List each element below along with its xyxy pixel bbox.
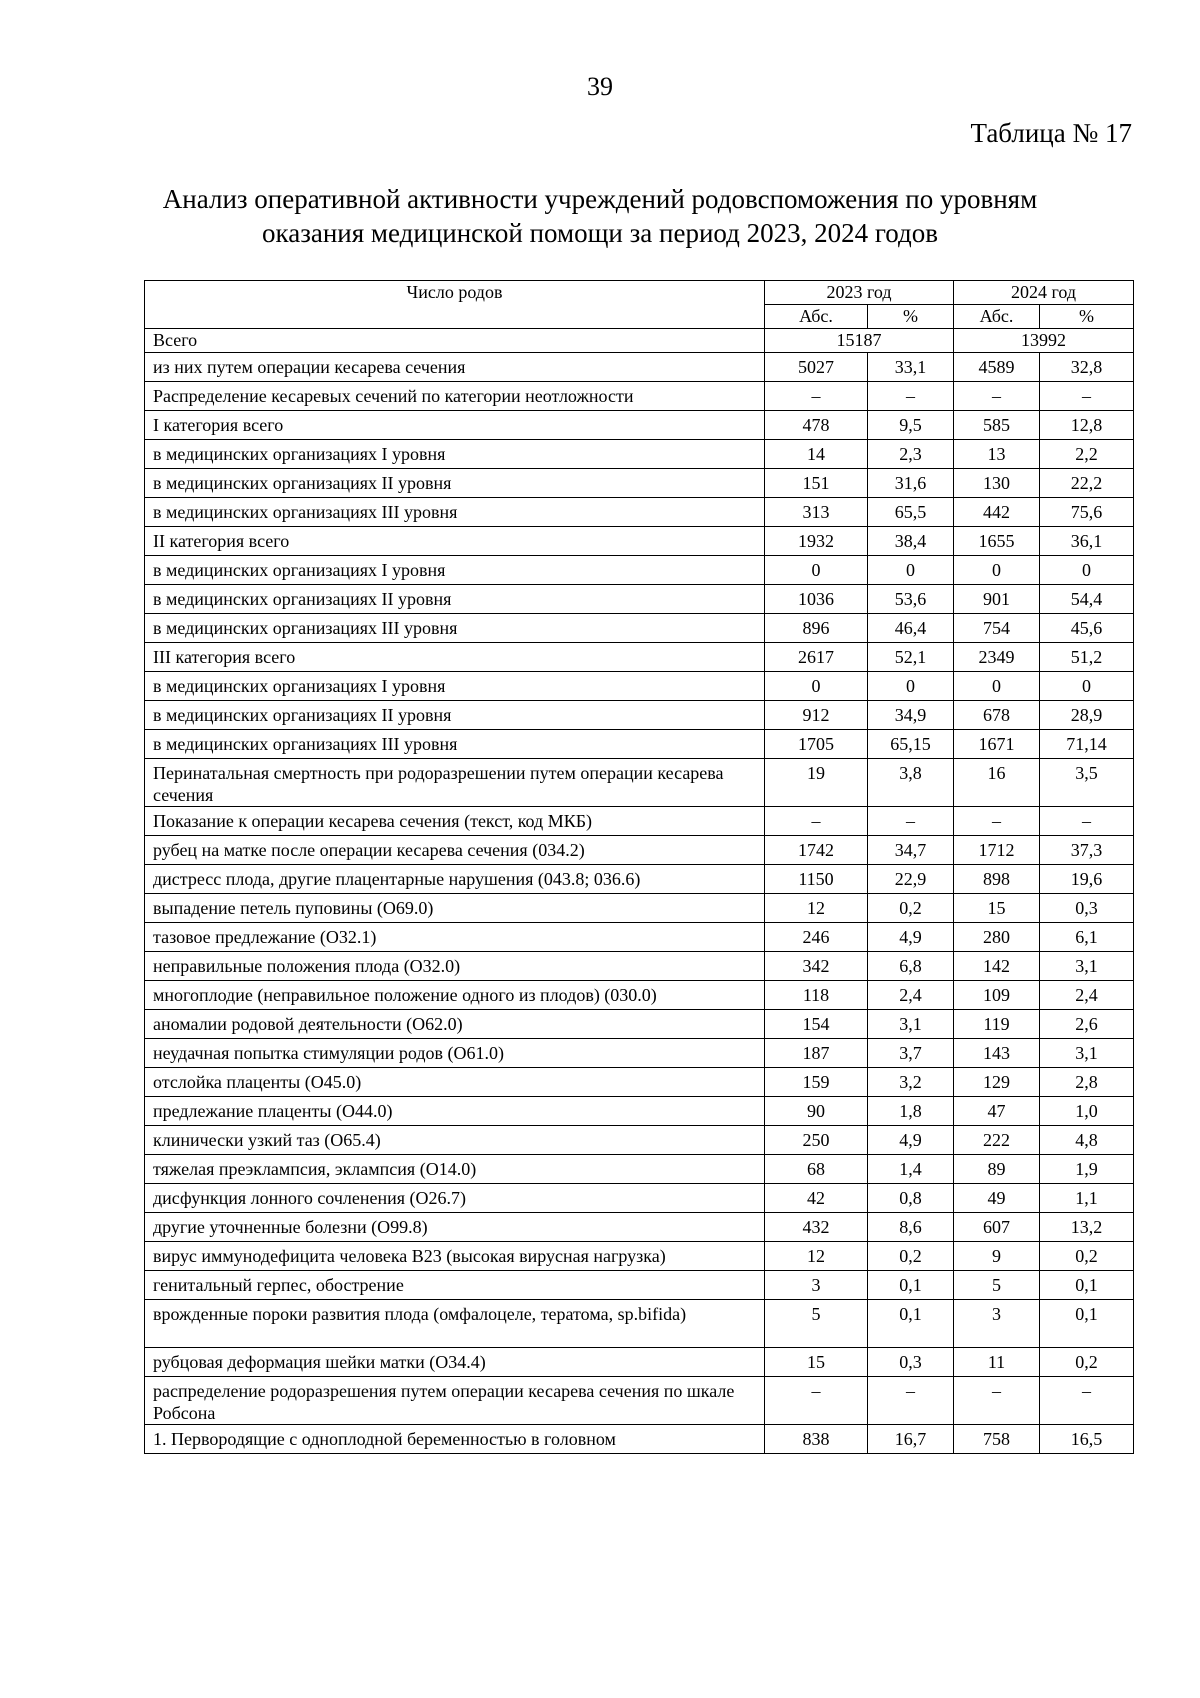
pct-2023: 4,9 — [868, 1126, 954, 1155]
abs-2024: 9 — [954, 1242, 1040, 1271]
abs-2024: 0 — [954, 672, 1040, 701]
row-label: тазовое предлежание (О32.1) — [145, 923, 765, 952]
pct-2023: 0,2 — [868, 894, 954, 923]
pct-2024: 0,1 — [1040, 1271, 1134, 1300]
table-row — [145, 411, 1134, 440]
header-row-years — [145, 281, 1134, 305]
abs-2023: – — [765, 807, 868, 836]
pct-2023: 9,5 — [868, 411, 954, 440]
pct-2023: 1,4 — [868, 1155, 954, 1184]
row-label: выпадение петель пуповины (О69.0) — [145, 894, 765, 923]
abs-2023: – — [765, 1377, 868, 1425]
table-row — [145, 672, 1134, 701]
abs-2023: 19 — [765, 759, 868, 807]
pct-2024: 32,8 — [1040, 353, 1134, 382]
table-row — [145, 556, 1134, 585]
pct-2023: 1,8 — [868, 1097, 954, 1126]
abs-2023: 5027 — [765, 353, 868, 382]
row-label: отслойка плаценты (О45.0) — [145, 1068, 765, 1097]
pct-2024: 2,2 — [1040, 440, 1134, 469]
pct-2024: 75,6 — [1040, 498, 1134, 527]
row-label: другие уточненные болезни (О99.8) — [145, 1213, 765, 1242]
table-row — [145, 981, 1134, 1010]
pct-2023: 0 — [868, 672, 954, 701]
pct-2024: 0 — [1040, 672, 1134, 701]
table-row — [145, 1425, 1134, 1454]
abs-2024: – — [954, 807, 1040, 836]
abs-2024: 129 — [954, 1068, 1040, 1097]
pct-2024: 51,2 — [1040, 643, 1134, 672]
abs-2023: 12 — [765, 1242, 868, 1271]
row-label: II категория всего — [145, 527, 765, 556]
table-row — [145, 1348, 1134, 1377]
table-row — [145, 1068, 1134, 1097]
pct-2024: – — [1040, 807, 1134, 836]
abs-2024: 49 — [954, 1184, 1040, 1213]
document-title — [100, 182, 1100, 250]
pct-2023: 34,9 — [868, 701, 954, 730]
pct-2024: – — [1040, 1377, 1134, 1425]
table-number: Таблица № 17 — [970, 118, 1132, 148]
pct-2024: 19,6 — [1040, 865, 1134, 894]
abs-2024: – — [954, 1377, 1040, 1425]
pct-2023: 16,7 — [868, 1425, 954, 1454]
abs-2023: 896 — [765, 614, 868, 643]
abs-2024: 678 — [954, 701, 1040, 730]
table-row — [145, 701, 1134, 730]
row-label: Показание к операции кесарева сечения (текст, код МКБ) — [145, 807, 765, 836]
header-abs-2023: Абс. — [765, 305, 868, 329]
abs-2023: 1932 — [765, 527, 868, 556]
abs-2023: 838 — [765, 1425, 868, 1454]
abs-2023: 15 — [765, 1348, 868, 1377]
pct-2023: 33,1 — [868, 353, 954, 382]
pct-2023: 6,8 — [868, 952, 954, 981]
pct-2024: 6,1 — [1040, 923, 1134, 952]
row-label: аномалии родовой деятельности (О62.0) — [145, 1010, 765, 1039]
header-abs-2024: Абс. — [954, 305, 1040, 329]
abs-2024: 142 — [954, 952, 1040, 981]
abs-2023: 90 — [765, 1097, 868, 1126]
pct-2023: 65,5 — [868, 498, 954, 527]
row-label: в медицинских организациях II уровня — [145, 469, 765, 498]
abs-2023: 250 — [765, 1126, 868, 1155]
pct-2023: 52,1 — [868, 643, 954, 672]
table-row — [145, 527, 1134, 556]
table-row — [145, 1010, 1134, 1039]
row-label: вирус иммунодефицита человека В23 (высокая вирусная нагрузка) — [145, 1242, 765, 1271]
abs-2023: 1150 — [765, 865, 868, 894]
pct-2024: 36,1 — [1040, 527, 1134, 556]
abs-2023: 5 — [765, 1300, 868, 1348]
abs-2024: 143 — [954, 1039, 1040, 1068]
pct-2024: 13,2 — [1040, 1213, 1134, 1242]
pct-2023: 34,7 — [868, 836, 954, 865]
table-row — [145, 865, 1134, 894]
abs-2024: 3 — [954, 1300, 1040, 1348]
abs-2024: 47 — [954, 1097, 1040, 1126]
pct-2023: 3,7 — [868, 1039, 954, 1068]
abs-2024: 585 — [954, 411, 1040, 440]
total-2024: 13992 — [954, 329, 1134, 353]
table-row — [145, 894, 1134, 923]
table-row — [145, 759, 1134, 807]
table-row — [145, 1039, 1134, 1068]
abs-2023: 3 — [765, 1271, 868, 1300]
pct-2024: 1,0 — [1040, 1097, 1134, 1126]
table-row — [145, 923, 1134, 952]
pct-2023: 3,1 — [868, 1010, 954, 1039]
pct-2024: 16,5 — [1040, 1425, 1134, 1454]
pct-2024: 0,2 — [1040, 1242, 1134, 1271]
table-row — [145, 1242, 1134, 1271]
abs-2024: 119 — [954, 1010, 1040, 1039]
row-label: в медицинских организациях I уровня — [145, 556, 765, 585]
pct-2023: 65,15 — [868, 730, 954, 759]
row-label: Перинатальная смертность при родоразрешении путем операции кесарева сечения — [145, 759, 765, 807]
pct-2023: 2,3 — [868, 440, 954, 469]
pct-2024: 1,1 — [1040, 1184, 1134, 1213]
page-number: 39 — [587, 72, 613, 101]
abs-2023: 42 — [765, 1184, 868, 1213]
pct-2024: 22,2 — [1040, 469, 1134, 498]
abs-2024: 16 — [954, 759, 1040, 807]
pct-2024: 3,5 — [1040, 759, 1134, 807]
pct-2023: 0 — [868, 556, 954, 585]
row-label: тяжелая преэклампсия, эклампсия (О14.0) — [145, 1155, 765, 1184]
row-label: в медицинских организациях II уровня — [145, 701, 765, 730]
pct-2024: 28,9 — [1040, 701, 1134, 730]
pct-2024: 12,8 — [1040, 411, 1134, 440]
abs-2024: 758 — [954, 1425, 1040, 1454]
abs-2024: 901 — [954, 585, 1040, 614]
abs-2024: 11 — [954, 1348, 1040, 1377]
abs-2023: 151 — [765, 469, 868, 498]
abs-2023: 313 — [765, 498, 868, 527]
pct-2023: 3,2 — [868, 1068, 954, 1097]
pct-2023: – — [868, 1377, 954, 1425]
header-2023: 2023 год — [765, 281, 954, 305]
row-label: III категория всего — [145, 643, 765, 672]
abs-2024: 15 — [954, 894, 1040, 923]
pct-2024: – — [1040, 382, 1134, 411]
pct-2024: 3,1 — [1040, 1039, 1134, 1068]
pct-2024: 1,9 — [1040, 1155, 1134, 1184]
abs-2023: 68 — [765, 1155, 868, 1184]
row-label: многоплодие (неправильное положение одного из плодов) (030.0) — [145, 981, 765, 1010]
header-2024: 2024 год — [954, 281, 1134, 305]
table-row — [145, 807, 1134, 836]
abs-2024: 2349 — [954, 643, 1040, 672]
table-row — [145, 498, 1134, 527]
pct-2023: 53,6 — [868, 585, 954, 614]
table-row — [145, 1271, 1134, 1300]
row-label: I категория всего — [145, 411, 765, 440]
abs-2023: 912 — [765, 701, 868, 730]
abs-2023: 14 — [765, 440, 868, 469]
abs-2023: 0 — [765, 672, 868, 701]
row-label: в медицинских организациях I уровня — [145, 672, 765, 701]
abs-2024: 5 — [954, 1271, 1040, 1300]
table-row — [145, 1377, 1134, 1425]
table-row — [145, 382, 1134, 411]
table-row — [145, 585, 1134, 614]
row-label: в медицинских организациях III уровня — [145, 614, 765, 643]
row-label: в медицинских организациях I уровня — [145, 440, 765, 469]
abs-2023: 246 — [765, 923, 868, 952]
pct-2023: 2,4 — [868, 981, 954, 1010]
table-row — [145, 353, 1134, 382]
row-label: дисфункция лонного сочленения (О26.7) — [145, 1184, 765, 1213]
pct-2023: 31,6 — [868, 469, 954, 498]
table-row — [145, 1213, 1134, 1242]
row-label: генитальный герпес, обострение — [145, 1271, 765, 1300]
pct-2024: 0,1 — [1040, 1300, 1134, 1348]
pct-2023: 8,6 — [868, 1213, 954, 1242]
abs-2023: 12 — [765, 894, 868, 923]
table-row — [145, 1126, 1134, 1155]
table-row — [145, 730, 1134, 759]
abs-2024: 109 — [954, 981, 1040, 1010]
abs-2024: 13 — [954, 440, 1040, 469]
row-label: врожденные пороки развития плода (омфалоцеле, тератома, sp.bifida) — [145, 1300, 765, 1348]
abs-2023: 1036 — [765, 585, 868, 614]
abs-2023: – — [765, 382, 868, 411]
table-row — [145, 1155, 1134, 1184]
abs-2024: 130 — [954, 469, 1040, 498]
row-label: в медицинских организациях III уровня — [145, 730, 765, 759]
title-line: оказания медицинской помощи за период 2023, 2024 годов — [262, 218, 938, 248]
abs-2023: 187 — [765, 1039, 868, 1068]
pct-2023: 0,3 — [868, 1348, 954, 1377]
total-row — [145, 329, 1134, 353]
table-row — [145, 1184, 1134, 1213]
abs-2024: 0 — [954, 556, 1040, 585]
abs-2024: 898 — [954, 865, 1040, 894]
pct-2024: 0,2 — [1040, 1348, 1134, 1377]
abs-2023: 118 — [765, 981, 868, 1010]
pct-2023: 0,2 — [868, 1242, 954, 1271]
table-row — [145, 1097, 1134, 1126]
pct-2023: 0,8 — [868, 1184, 954, 1213]
header-pct-2023: % — [868, 305, 954, 329]
row-label: распределение родоразрешения путем операции кесарева сечения по шкале Робсона — [145, 1377, 765, 1425]
row-label: предлежание плаценты (О44.0) — [145, 1097, 765, 1126]
header-births-label: Число родов — [145, 281, 765, 329]
pct-2023: 38,4 — [868, 527, 954, 556]
abs-2023: 0 — [765, 556, 868, 585]
row-label: клинически узкий таз (О65.4) — [145, 1126, 765, 1155]
row-label: рубцовая деформация шейки матки (О34.4) — [145, 1348, 765, 1377]
row-label: Распределение кесаревых сечений по категории неотложности — [145, 382, 765, 411]
pct-2023: 3,8 — [868, 759, 954, 807]
pct-2023: 0,1 — [868, 1271, 954, 1300]
row-label: неправильные положения плода (О32.0) — [145, 952, 765, 981]
table-row — [145, 952, 1134, 981]
total-label: Всего — [145, 329, 765, 353]
abs-2024: 89 — [954, 1155, 1040, 1184]
abs-2023: 2617 — [765, 643, 868, 672]
pct-2023: 46,4 — [868, 614, 954, 643]
row-label: рубец на матке после операции кесарева сечения (034.2) — [145, 836, 765, 865]
pct-2024: 2,4 — [1040, 981, 1134, 1010]
row-label: в медицинских организациях II уровня — [145, 585, 765, 614]
abs-2024: 442 — [954, 498, 1040, 527]
abs-2023: 478 — [765, 411, 868, 440]
abs-2024: 607 — [954, 1213, 1040, 1242]
row-label: 1. Первородящие с одноплодной беременностью в головном — [145, 1425, 765, 1454]
row-label: в медицинских организациях III уровня — [145, 498, 765, 527]
abs-2023: 342 — [765, 952, 868, 981]
pct-2023: – — [868, 807, 954, 836]
pct-2023: 4,9 — [868, 923, 954, 952]
abs-2024: 4589 — [954, 353, 1040, 382]
pct-2024: 4,8 — [1040, 1126, 1134, 1155]
table-row — [145, 440, 1134, 469]
abs-2024: – — [954, 382, 1040, 411]
pct-2024: 2,8 — [1040, 1068, 1134, 1097]
pct-2024: 71,14 — [1040, 730, 1134, 759]
pct-2024: 3,1 — [1040, 952, 1134, 981]
pct-2023: 22,9 — [868, 865, 954, 894]
abs-2024: 1671 — [954, 730, 1040, 759]
pct-2024: 0,3 — [1040, 894, 1134, 923]
abs-2024: 280 — [954, 923, 1040, 952]
total-2023: 15187 — [765, 329, 954, 353]
abs-2024: 1712 — [954, 836, 1040, 865]
pct-2024: 0 — [1040, 556, 1134, 585]
abs-2024: 1655 — [954, 527, 1040, 556]
abs-2023: 1705 — [765, 730, 868, 759]
pct-2024: 2,6 — [1040, 1010, 1134, 1039]
row-label: дистресс плода, другие плацентарные нарушения (043.8; 036.6) — [145, 865, 765, 894]
title-line: Анализ оперативной активности учреждений родовспоможения по уровням — [162, 184, 1038, 214]
abs-2023: 159 — [765, 1068, 868, 1097]
cesarean-analysis-table — [144, 280, 1134, 1454]
abs-2024: 222 — [954, 1126, 1040, 1155]
abs-2023: 154 — [765, 1010, 868, 1039]
table-row — [145, 643, 1134, 672]
table-row — [145, 614, 1134, 643]
abs-2023: 1742 — [765, 836, 868, 865]
table-row — [145, 469, 1134, 498]
abs-2024: 754 — [954, 614, 1040, 643]
pct-2023: 0,1 — [868, 1300, 954, 1348]
pct-2024: 37,3 — [1040, 836, 1134, 865]
header-pct-2024: % — [1040, 305, 1134, 329]
pct-2024: 54,4 — [1040, 585, 1134, 614]
pct-2023: – — [868, 382, 954, 411]
row-label: из них путем операции кесарева сечения — [145, 353, 765, 382]
row-label: неудачная попытка стимуляции родов (О61.0) — [145, 1039, 765, 1068]
pct-2024: 45,6 — [1040, 614, 1134, 643]
table-row — [145, 1300, 1134, 1348]
table-row — [145, 836, 1134, 865]
abs-2023: 432 — [765, 1213, 868, 1242]
